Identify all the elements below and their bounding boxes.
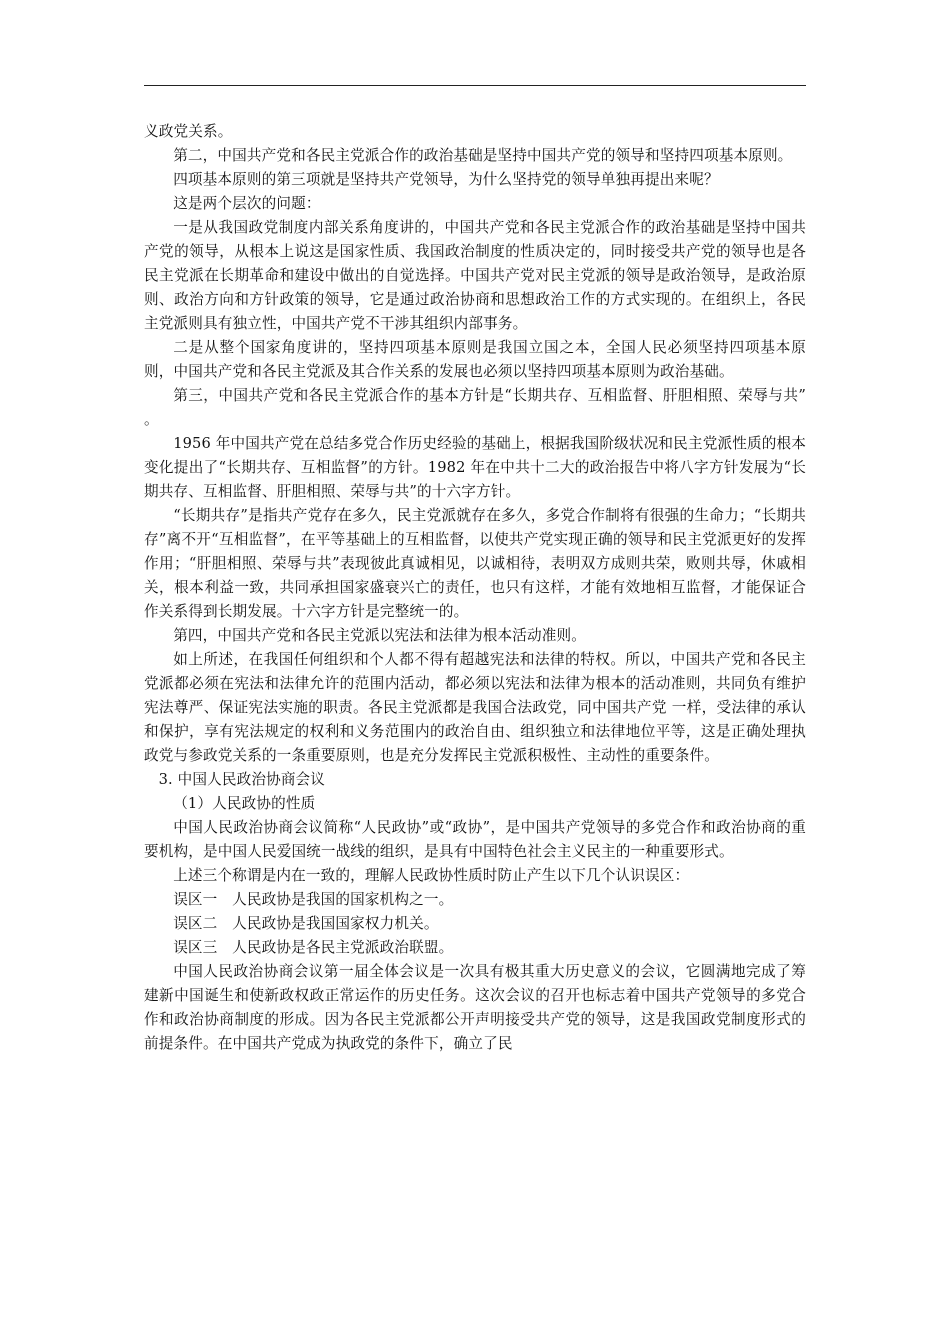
misconception-item: 误区三 人民政协是各民主党派政治联盟。 <box>173 939 454 956</box>
paragraph: 第二，中国共产党和各民主党派合作的政治基础是坚持中国共产党的领导和坚持四项基本原则。 <box>173 147 793 164</box>
paragraph: 一是从我国政党制度内部关系角度讲的，中国共产党和各民主党派合作的政治基础是坚持中国共产党的领导，从根本上说这是国家性质、我国政治制度的性质决定的，同时接受共产党的领导也是各民主党派在长期革命和建设中做出的自觉选择。中国共产党对民主党派的领导是政治领导，是政治原则、政治方向和方针政策的领导，它是通过政治协商和思想政治工作的方式实现的。在组织上，各民主党派则具有独立性，中国共产党不干涉其组织内部事务。 <box>144 219 806 332</box>
paragraph: 第四，中国共产党和各民主党派以宪法和法律为根本活动准则。 <box>173 627 587 644</box>
misconception-item: 误区一 人民政协是我国的国家机构之一。 <box>173 891 454 908</box>
paragraph: 四项基本原则的第三项就是坚持共产党领导，为什么坚持党的领导单独再提出来呢？ <box>173 171 719 188</box>
header-rule <box>144 85 806 86</box>
paragraph: 中国人民政治协商会议简称“人民政协”或“政协”，是中国共产党领导的多党合作和政治协商的重要机构，是中国人民爱国统一战线的组织，是具有中国特色社会主义民主的一种重要形式。 <box>144 819 806 860</box>
paragraph: 义政党关系。 <box>144 123 233 140</box>
section-heading: 3. 中国人民政治协商会议 <box>158 771 326 788</box>
paragraph: 第三，中国共产党和各民主党派合作的基本方针是“长期共存、互相监督、肝胆相照、荣辱与共” 。 <box>144 387 806 428</box>
paragraph: 上述三个称谓是内在一致的，理解人民政协性质时防止产生以下几个认识误区： <box>173 867 690 884</box>
paragraph: 1956 年中国共产党在总结多党合作历史经验的基础上，根据我国阶级状况和民主党派性质的根本变化提出了“长期共存、互相监督”的方针。1982 年在中共十二大的政治报告中将八字方针发展为“长期共存、互相监督、肝胆相照、荣辱与共”的十六字方针。 <box>144 435 806 500</box>
paragraph: “长期共存”是指共产党存在多久，民主党派就存在多久，多党合作制将有很强的生命力；“长期共存”离不开“互相监督”，在平等基础上的互相监督，以使共产党实现正确的领导和民主党派更好的发挥作用；“肝胆相照、荣辱与共”表现彼此真诚相见，以诚相待，表明双方成则共荣，败则共辱，休戚相关，根本利益一致，共同承担国家盛衰兴亡的责任，也只有这样，才能有效地相互监督，才能保证合作关系得到长期发展。十六字方针是完整统一的。 <box>144 507 806 620</box>
paragraph: 这是两个层次的问题： <box>173 195 321 212</box>
subsection-heading: （1）人民政协的性质 <box>173 795 316 812</box>
misconception-item: 误区二 人民政协是我国国家权力机关。 <box>173 915 439 932</box>
paragraph: 如上所述，在我国任何组织和个人都不得有超越宪法和法律的特权。所以，中国共产党和各民主党派都必须在宪法和法律允许的范围内活动，都必须以宪法和法律为根本的活动准则，共同负有维护宪法尊严、保证宪法实施的职责。各民主党派都是我国合法政党，同中国共产党 一样，受法律的承认和保护，享有宪法规定的权利和义务范围内的政治自由、组织独立和法律地位平等，这是正确处理执政党与参政党关系的一条重要原则，也是充分发挥民主党派积极性、主动性的重要条件。 <box>144 651 806 764</box>
document-body <box>144 120 806 1056</box>
paragraph: 二是从整个国家角度讲的，坚持四项基本原则是我国立国之本，全国人民必须坚持四项基本原则，中国共产党和各民主党派及其合作关系的发展也必须以坚持四项基本原则为政治基础。 <box>144 339 806 380</box>
paragraph: 中国人民政治协商会议第一届全体会议是一次具有极其重大历史意义的会议，它圆满地完成了筹建新中国诞生和使新政权政正常运作的历史任务。这次会议的召开也标志着中国共产党领导的多党合作和政治协商制度的形成。因为各民主党派都公开声明接受共产党的领导，这是我国政党制度形式的前提条件。在中国共产党成为执政党的条件下，确立了民 <box>144 963 806 1052</box>
